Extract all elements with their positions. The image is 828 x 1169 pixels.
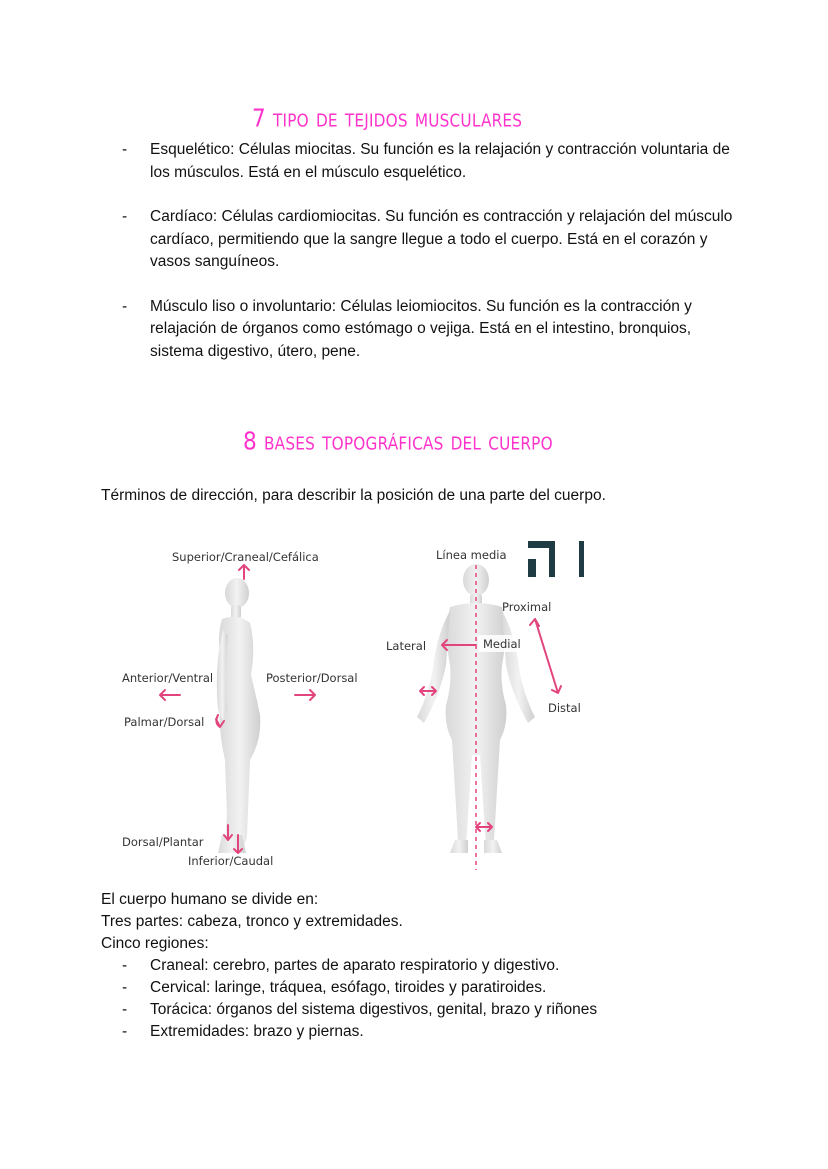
label-distal: Distal (548, 701, 581, 715)
label-proximal: Proximal (502, 600, 552, 614)
label-posterior: Posterior/Dorsal (266, 671, 358, 685)
arrow-superior (239, 565, 249, 579)
anatomical-directions-diagram (110, 535, 610, 880)
arrow-posterior (295, 690, 315, 700)
region-item-craneal: - Craneal: cerebro, partes de aparato respiratorio y digestivo. (122, 955, 742, 977)
region-item-extremidades: - Extremidades: brazo y piernas. (122, 1021, 742, 1043)
section-7-title: 7 tipo de tejidos musculares (252, 103, 523, 133)
label-anterior: Anterior/Ventral (122, 671, 214, 685)
list-item-cardiac: - Cardíaco: Células cardiomiocitas. Su función es contracción y relajación del músculo cardíaco, permitiendo que la sangre llegue a todo el cuerpo. Está en el corazón y vasos sanguíneos. (122, 206, 742, 274)
label-lateral: Lateral (386, 639, 427, 653)
muscle-tissue-list (122, 139, 742, 363)
region-item-toracica: - Torácica: órganos del sistema digestivos, genital, brazo y riñones (122, 999, 742, 1021)
region-item-cervical: - Cervical: laringe, tráquea, esófago, tiroides y paratiroides. (122, 977, 742, 999)
divisions-line-1: El cuerpo humano se divide en: (101, 891, 319, 908)
arrow-ankle (476, 823, 492, 831)
label-medial: Medial (483, 637, 521, 651)
section-8-title: 8 bases topográficas del cuerpo (243, 426, 553, 456)
regions-list (122, 955, 742, 1043)
side-body-figure (217, 578, 261, 853)
divisions-line-3: Cinco regiones: (101, 935, 209, 952)
section-8-intro: Términos de dirección, para describir la posición de una parte del cuerpo. (101, 487, 606, 504)
list-item-skeletal: - Esquelético: Células miocitas. Su función es la relajación y contracción voluntaria de los músculos. Está en el músculo esquelético. (122, 139, 742, 184)
label-inferior: Inferior/Caudal (188, 854, 274, 868)
divisions-line-2: Tres partes: cabeza, tronco y extremidades. (101, 913, 403, 930)
label-dorsal-plantar: Dorsal/Plantar (122, 835, 204, 849)
arrow-proximal-distal (530, 619, 561, 693)
arrow-anterior (160, 690, 180, 700)
label-linea-media: Línea media (436, 548, 507, 562)
list-item-smooth: - Músculo liso o involuntario: Células leiomiocitos. Su función es la contracción y relajación de órganos como estómago o vejiga. Está en el intestino, bronquios, sistema digestivo, útero, pene. (122, 296, 742, 364)
label-palmar: Palmar/Dorsal (124, 715, 205, 729)
label-superior: Superior/Craneal/Cefálica (172, 550, 319, 564)
logo-mark (528, 541, 584, 577)
